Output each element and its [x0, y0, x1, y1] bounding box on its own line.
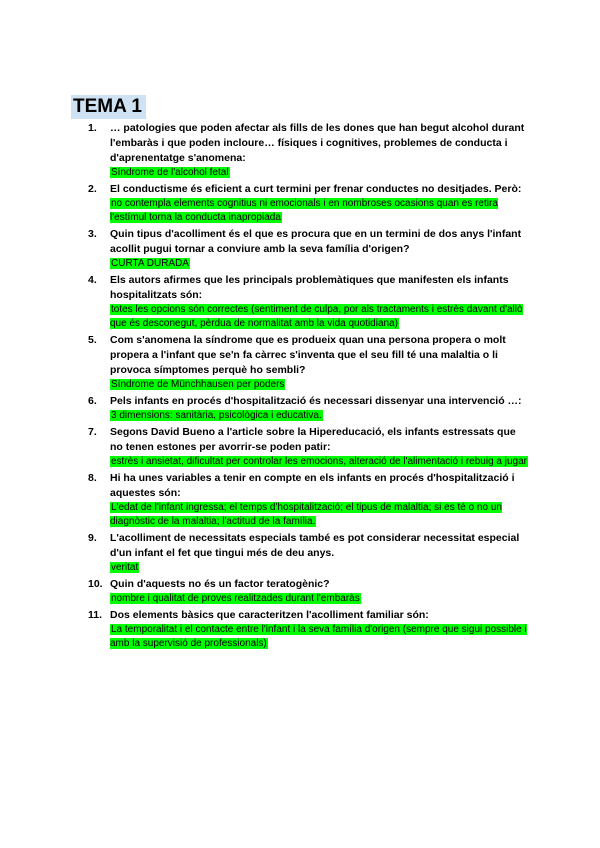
- question-number: 8.: [88, 472, 97, 484]
- question-item: [88, 425, 528, 469]
- question-text: Quin d'aquests no és un factor teratogènic?: [110, 578, 330, 590]
- answer-line: [110, 623, 528, 651]
- answer-line: [110, 455, 528, 469]
- question-text: L'acolliment de necessitats especials també es pot considerar necessitat especial d'un infant el fet que tingui més de deu anys.: [110, 532, 520, 559]
- answer-text: estrès i ansietat, dificultat per controlar les emocions, alteració de l'alimentació i rebuig a jugar: [111, 456, 528, 467]
- question-item: [88, 577, 528, 606]
- question-item: [88, 471, 528, 529]
- question-item: [88, 227, 528, 271]
- answer-text: totes les opcions són correctes (sentiment de culpa, por als tractaments i estrès davant d'allò que és desconegut, pèrdua de normalitat amb la vida quotidiana): [110, 304, 523, 329]
- question-list: [88, 121, 528, 653]
- answer-line: [110, 561, 528, 575]
- answer-text: L'edat de l'infant ingressa; el temps d'hospitalització; el tipus de malaltia; si es té o no un diagnòstic de la malaltia; l'actitud de la família.: [110, 502, 502, 527]
- answer-text: nombre i qualitat de proves realitzades durant l'embaràs: [111, 593, 360, 604]
- question-text: Com s'anomena la síndrome que es produeix quan una persona propera o molt propera a l'infant que se'n fa càrrec s'inventa que el seu fill té una malaltia o li provoca símptomes perquè ho sembli?: [110, 334, 506, 376]
- question-item: [88, 182, 528, 225]
- answer-text: Síndrome de l'alcohol fetal: [111, 167, 229, 178]
- answer-text: CURTA DURADA: [111, 258, 189, 269]
- answer-line: [110, 592, 528, 606]
- answer-text: Síndrome de Münchhausen per poders: [111, 379, 285, 390]
- question-number: 11.: [88, 609, 103, 621]
- question-number: 3.: [88, 228, 97, 240]
- answer-line: [110, 257, 528, 271]
- question-number: 6.: [88, 395, 97, 407]
- question-number: 2.: [88, 183, 97, 195]
- answer-line: [110, 409, 528, 423]
- question-number: 4.: [88, 274, 97, 286]
- question-item: [88, 531, 528, 575]
- question-number: 1.: [88, 122, 97, 134]
- answer-line: [110, 303, 528, 331]
- question-number: 5.: [88, 334, 97, 346]
- question-number: 9.: [88, 532, 97, 544]
- question-item: [88, 394, 528, 423]
- question-item: [88, 333, 528, 392]
- question-text: El conductisme és eficient a curt termini per frenar conductes no desitjades. Però:: [110, 183, 522, 195]
- question-text: Hi ha unes variables a tenir en compte en els infants en procés d'hospitalització i aquestes són:: [110, 472, 515, 499]
- question-text: Els autors afirmes que les principals problemàtiques que manifesten els infants hospitalitzats són:: [110, 274, 509, 301]
- question-text: Segons David Bueno a l'article sobre la Hipereducació, els infants estressats que no tenen estones per avorrir-se poden patir:: [110, 426, 516, 453]
- answer-text: 3 dimensions: sanitària, psicològica i educativa.: [111, 410, 322, 421]
- question-text: Pels infants en procés d'hospitalització és necessari dissenyar una intervenció …:: [110, 395, 522, 407]
- question-number: 7.: [88, 426, 97, 438]
- answer-line: [110, 197, 528, 225]
- answer-line: [110, 378, 528, 392]
- answer-text: veritat: [111, 562, 139, 573]
- question-text: Dos elements bàsics que caracteritzen l'acolliment familiar són:: [110, 609, 429, 621]
- question-number: 10.: [88, 578, 103, 590]
- answer-text: La temporalitat i el contacte entre l'infant i la seva família d'origen (sempre que sigui possible i amb la supervisió de professionals): [110, 624, 527, 649]
- page-title: TEMA 1: [71, 95, 146, 119]
- answer-text: no contempla elements cognitius ni emocionals i en nombroses ocasions quan es retira l'estímul torna la conducta inapropiada: [110, 198, 498, 223]
- question-item: [88, 608, 528, 651]
- question-text: Quin tipus d'acolliment és el que es procura que en un termini de dos anys l'infant acollit pugui tornar a conviure amb la seva família d'origen?: [110, 228, 522, 255]
- answer-line: [110, 166, 528, 180]
- answer-line: [110, 501, 528, 529]
- question-item: [88, 273, 528, 331]
- question-text: … patologies que poden afectar als fills de les dones que han begut alcohol durant l'embaràs i que poden incloure… físiques i cognitives, problemes de conducta i d'aprenentatge s'anomena:: [110, 122, 525, 164]
- question-item: [88, 121, 528, 180]
